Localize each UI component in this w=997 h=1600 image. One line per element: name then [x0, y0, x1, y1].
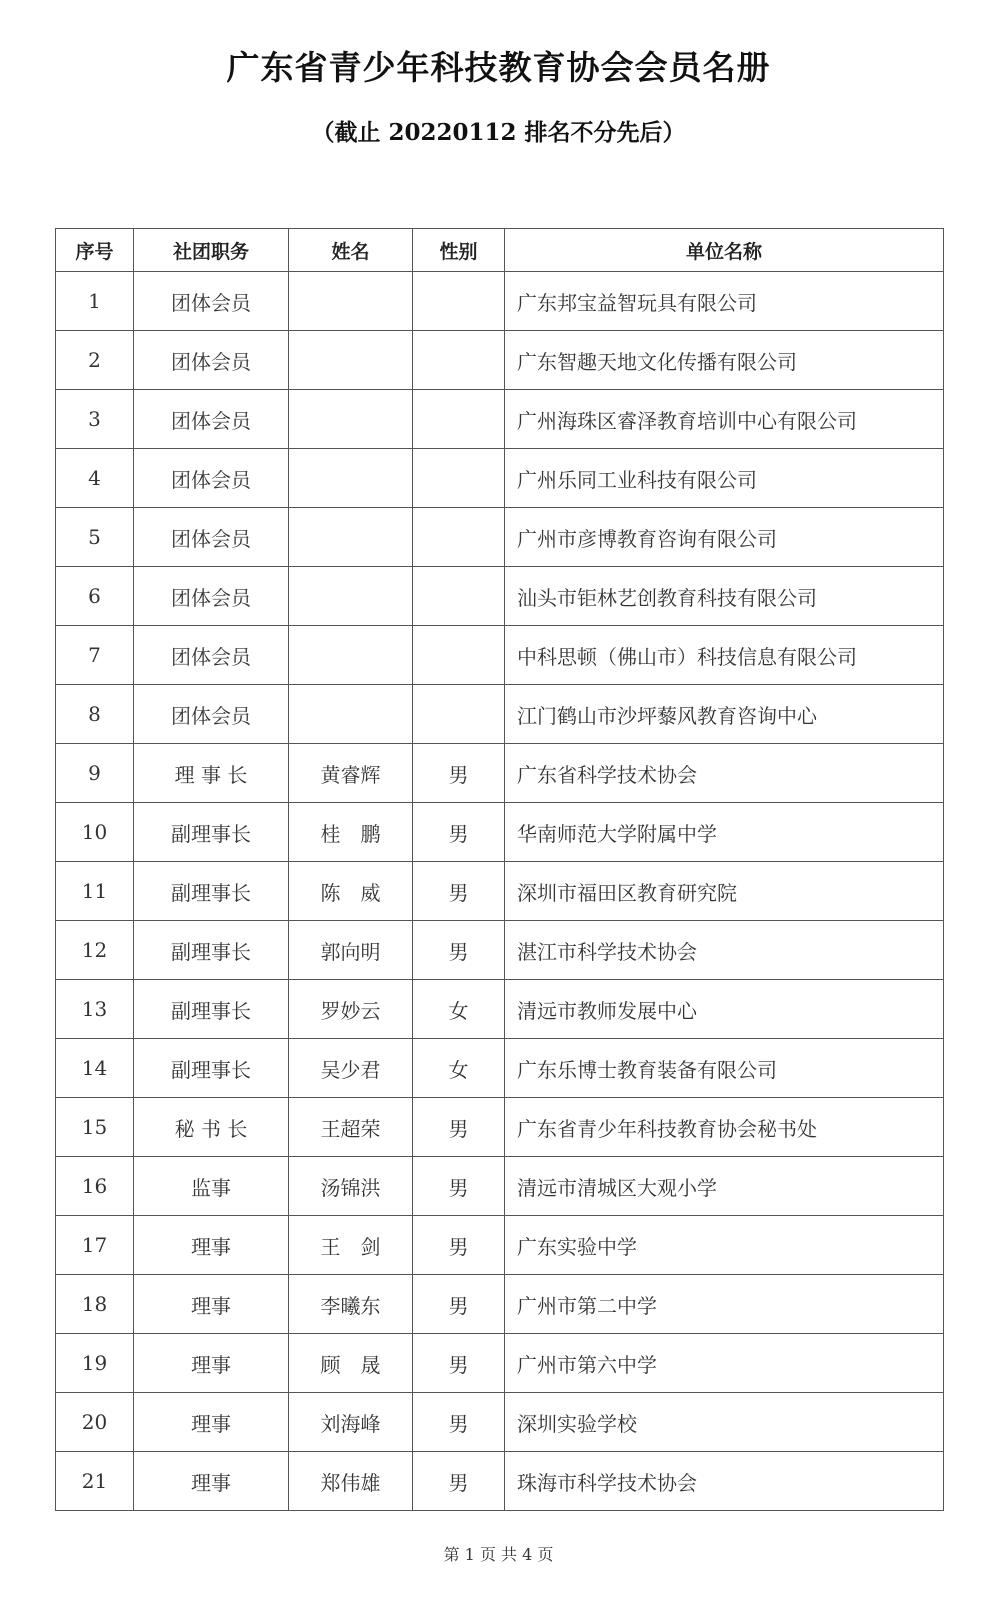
table-row [56, 1098, 944, 1157]
cell-position: 团体会员 [134, 331, 289, 390]
cell-name: 李曦东 [289, 1275, 413, 1334]
cell-organization: 深圳市福田区教育研究院 [505, 862, 944, 921]
cell-gender: 男 [413, 1393, 505, 1452]
cell-position: 理事 [134, 1452, 289, 1511]
cell-name [289, 272, 413, 331]
cell-organization: 汕头市钜林艺创教育科技有限公司 [505, 567, 944, 626]
header-name: 姓名 [289, 229, 413, 272]
document-subtitle: （截止 20220112 排名不分先后） [311, 119, 686, 146]
cell-index: 20 [56, 1393, 134, 1452]
cell-gender [413, 626, 505, 685]
cell-name [289, 685, 413, 744]
header-index: 序号 [56, 229, 134, 272]
cell-name: 汤锦洪 [289, 1157, 413, 1216]
table-row [56, 803, 944, 862]
cell-gender: 女 [413, 980, 505, 1039]
cell-organization: 华南师范大学附属中学 [505, 803, 944, 862]
cell-gender: 男 [413, 1098, 505, 1157]
table-row [56, 508, 944, 567]
cell-position: 副理事长 [134, 980, 289, 1039]
table-row [56, 1275, 944, 1334]
cell-gender: 男 [413, 862, 505, 921]
cell-position: 秘 书 长 [134, 1098, 289, 1157]
cell-name [289, 626, 413, 685]
table-row [56, 980, 944, 1039]
cell-index: 15 [56, 1098, 134, 1157]
table-row [56, 921, 944, 980]
header-position: 社团职务 [134, 229, 289, 272]
cell-organization: 广州市彦博教育咨询有限公司 [505, 508, 944, 567]
cell-gender: 男 [413, 744, 505, 803]
cell-name: 顾 晟 [289, 1334, 413, 1393]
cell-gender [413, 567, 505, 626]
cell-position: 团体会员 [134, 449, 289, 508]
cell-position: 理事 [134, 1216, 289, 1275]
cell-gender: 男 [413, 1216, 505, 1275]
table-row [56, 331, 944, 390]
member-roster-table [55, 228, 944, 1511]
table-row [56, 862, 944, 921]
cell-name: 黄睿辉 [289, 744, 413, 803]
table-row [56, 1393, 944, 1452]
cell-position: 理 事 长 [134, 744, 289, 803]
cell-organization: 广州市第六中学 [505, 1334, 944, 1393]
cell-index: 18 [56, 1275, 134, 1334]
cell-organization: 广州乐同工业科技有限公司 [505, 449, 944, 508]
cell-name: 陈 威 [289, 862, 413, 921]
cell-organization: 广东乐博士教育装备有限公司 [505, 1039, 944, 1098]
cell-organization: 广东省青少年科技教育协会秘书处 [505, 1098, 944, 1157]
cell-position: 理事 [134, 1275, 289, 1334]
cell-position: 团体会员 [134, 685, 289, 744]
cell-gender [413, 508, 505, 567]
cell-index: 1 [56, 272, 134, 331]
cell-index: 7 [56, 626, 134, 685]
table-row [56, 626, 944, 685]
cell-index: 9 [56, 744, 134, 803]
cell-position: 副理事长 [134, 862, 289, 921]
cell-gender: 男 [413, 1334, 505, 1393]
table-row [56, 1039, 944, 1098]
cell-position: 团体会员 [134, 508, 289, 567]
table-header-row [56, 229, 944, 272]
table-row [56, 744, 944, 803]
table-row [56, 272, 944, 331]
cell-name [289, 331, 413, 390]
cell-index: 21 [56, 1452, 134, 1511]
cell-position: 副理事长 [134, 803, 289, 862]
cell-position: 副理事长 [134, 921, 289, 980]
cell-name: 郭向明 [289, 921, 413, 980]
page-footer: 第 1 页 共 4 页 [443, 1545, 554, 1564]
table-row [56, 567, 944, 626]
table-row [56, 1216, 944, 1275]
cell-index: 8 [56, 685, 134, 744]
cell-organization: 广州海珠区睿泽教育培训中心有限公司 [505, 390, 944, 449]
cell-gender: 男 [413, 921, 505, 980]
cell-position: 副理事长 [134, 1039, 289, 1098]
cell-name [289, 508, 413, 567]
cell-gender [413, 449, 505, 508]
cell-name: 吴少君 [289, 1039, 413, 1098]
cell-organization: 广东实验中学 [505, 1216, 944, 1275]
cell-index: 11 [56, 862, 134, 921]
document-title: 广东省青少年科技教育协会会员名册 [226, 48, 771, 87]
cell-name: 王 剑 [289, 1216, 413, 1275]
cell-name: 刘海峰 [289, 1393, 413, 1452]
cell-position: 监事 [134, 1157, 289, 1216]
cell-gender: 女 [413, 1039, 505, 1098]
table-row [56, 449, 944, 508]
cell-organization: 广州市第二中学 [505, 1275, 944, 1334]
cell-index: 12 [56, 921, 134, 980]
cell-gender [413, 331, 505, 390]
cell-index: 3 [56, 390, 134, 449]
cell-organization: 广东省科学技术协会 [505, 744, 944, 803]
cell-organization: 广东邦宝益智玩具有限公司 [505, 272, 944, 331]
cell-position: 理事 [134, 1393, 289, 1452]
table-row [56, 1334, 944, 1393]
cell-name [289, 449, 413, 508]
cell-position: 理事 [134, 1334, 289, 1393]
cell-name: 罗妙云 [289, 980, 413, 1039]
cell-index: 17 [56, 1216, 134, 1275]
cell-index: 2 [56, 331, 134, 390]
cell-organization: 中科思顿（佛山市）科技信息有限公司 [505, 626, 944, 685]
cell-gender: 男 [413, 803, 505, 862]
cell-name: 王超荣 [289, 1098, 413, 1157]
cell-gender: 男 [413, 1275, 505, 1334]
cell-organization: 湛江市科学技术协会 [505, 921, 944, 980]
cell-position: 团体会员 [134, 626, 289, 685]
table-row [56, 390, 944, 449]
cell-name: 桂 鹏 [289, 803, 413, 862]
cell-index: 10 [56, 803, 134, 862]
header-organization: 单位名称 [505, 229, 944, 272]
cell-index: 19 [56, 1334, 134, 1393]
cell-gender [413, 390, 505, 449]
cell-gender [413, 272, 505, 331]
cell-index: 6 [56, 567, 134, 626]
cell-organization: 清远市教师发展中心 [505, 980, 944, 1039]
cell-index: 14 [56, 1039, 134, 1098]
cell-position: 团体会员 [134, 390, 289, 449]
cell-organization: 江门鹤山市沙坪藜风教育咨询中心 [505, 685, 944, 744]
table-row [56, 685, 944, 744]
cell-index: 16 [56, 1157, 134, 1216]
header-gender: 性别 [413, 229, 505, 272]
cell-name [289, 390, 413, 449]
cell-organization: 珠海市科学技术协会 [505, 1452, 944, 1511]
cell-organization: 清远市清城区大观小学 [505, 1157, 944, 1216]
cell-position: 团体会员 [134, 567, 289, 626]
cell-gender [413, 685, 505, 744]
cell-organization: 广东智趣天地文化传播有限公司 [505, 331, 944, 390]
cell-organization: 深圳实验学校 [505, 1393, 944, 1452]
cell-name [289, 567, 413, 626]
cell-gender: 男 [413, 1452, 505, 1511]
table-row [56, 1157, 944, 1216]
cell-name: 郑伟雄 [289, 1452, 413, 1511]
cell-gender: 男 [413, 1157, 505, 1216]
cell-index: 4 [56, 449, 134, 508]
table-row [56, 1452, 944, 1511]
cell-position: 团体会员 [134, 272, 289, 331]
cell-index: 5 [56, 508, 134, 567]
cell-index: 13 [56, 980, 134, 1039]
